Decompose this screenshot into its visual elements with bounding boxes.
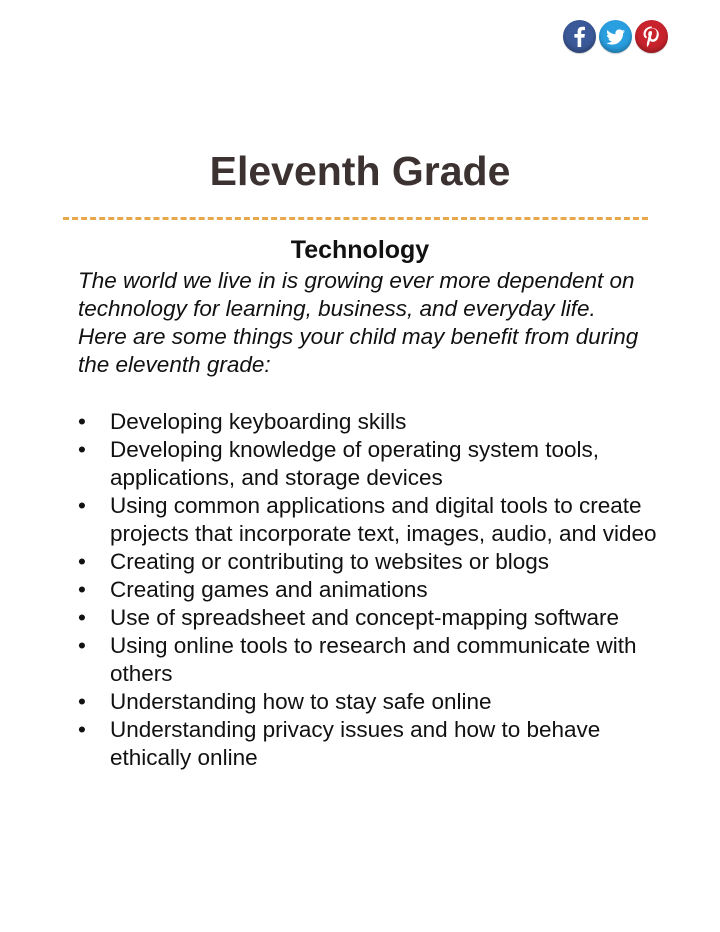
list-item-text: Using common applications and digital tools to create projects that incorporate text, images, audio, and video <box>110 493 657 546</box>
bullet-marker: • <box>78 717 86 742</box>
list-item <box>78 436 658 492</box>
list-item <box>78 716 658 772</box>
list-item <box>78 688 658 716</box>
facebook-share-button[interactable] <box>563 20 596 53</box>
twitter-share-button[interactable] <box>599 20 632 53</box>
section-title: Technology <box>290 236 430 264</box>
skills-list <box>78 408 658 772</box>
bullet-marker: • <box>78 605 86 630</box>
list-item <box>78 408 658 436</box>
list-item <box>78 548 658 576</box>
list-item <box>78 492 658 548</box>
list-item-text: Creating or contributing to websites or blogs <box>110 549 549 574</box>
bullet-marker: • <box>78 633 86 658</box>
facebook-icon <box>563 20 596 53</box>
social-share-bar <box>563 20 668 53</box>
list-item-text: Understanding privacy issues and how to behave ethically online <box>110 717 601 770</box>
bullet-marker: • <box>78 493 86 518</box>
bullet-marker: • <box>78 409 86 434</box>
bullet-marker: • <box>78 437 86 462</box>
pinterest-icon <box>635 20 668 53</box>
list-item <box>78 604 658 632</box>
bullet-marker: • <box>78 549 86 574</box>
list-item-text: Developing keyboarding skills <box>110 409 407 434</box>
pinterest-share-button[interactable] <box>635 20 668 53</box>
list-item <box>78 576 658 604</box>
list-item-text: Using online tools to research and communicate with others <box>110 633 637 686</box>
list-item-text: Creating games and animations <box>110 577 428 602</box>
list-item <box>78 632 658 688</box>
dashed-divider <box>63 217 648 220</box>
list-item-text: Developing knowledge of operating system tools, applications, and storage devices <box>110 437 600 490</box>
bullet-marker: • <box>78 577 86 602</box>
intro-paragraph: The world we live in is growing ever more dependent on technology for learning, business, and everyday life. Here are some things your child may benefit from during the eleventh grade: <box>78 268 639 377</box>
bullet-marker: • <box>78 689 86 714</box>
list-item-text: Understanding how to stay safe online <box>110 689 492 714</box>
page-title: Eleventh Grade <box>209 148 511 194</box>
list-item-text: Use of spreadsheet and concept-mapping software <box>110 605 620 630</box>
twitter-icon <box>599 20 632 53</box>
